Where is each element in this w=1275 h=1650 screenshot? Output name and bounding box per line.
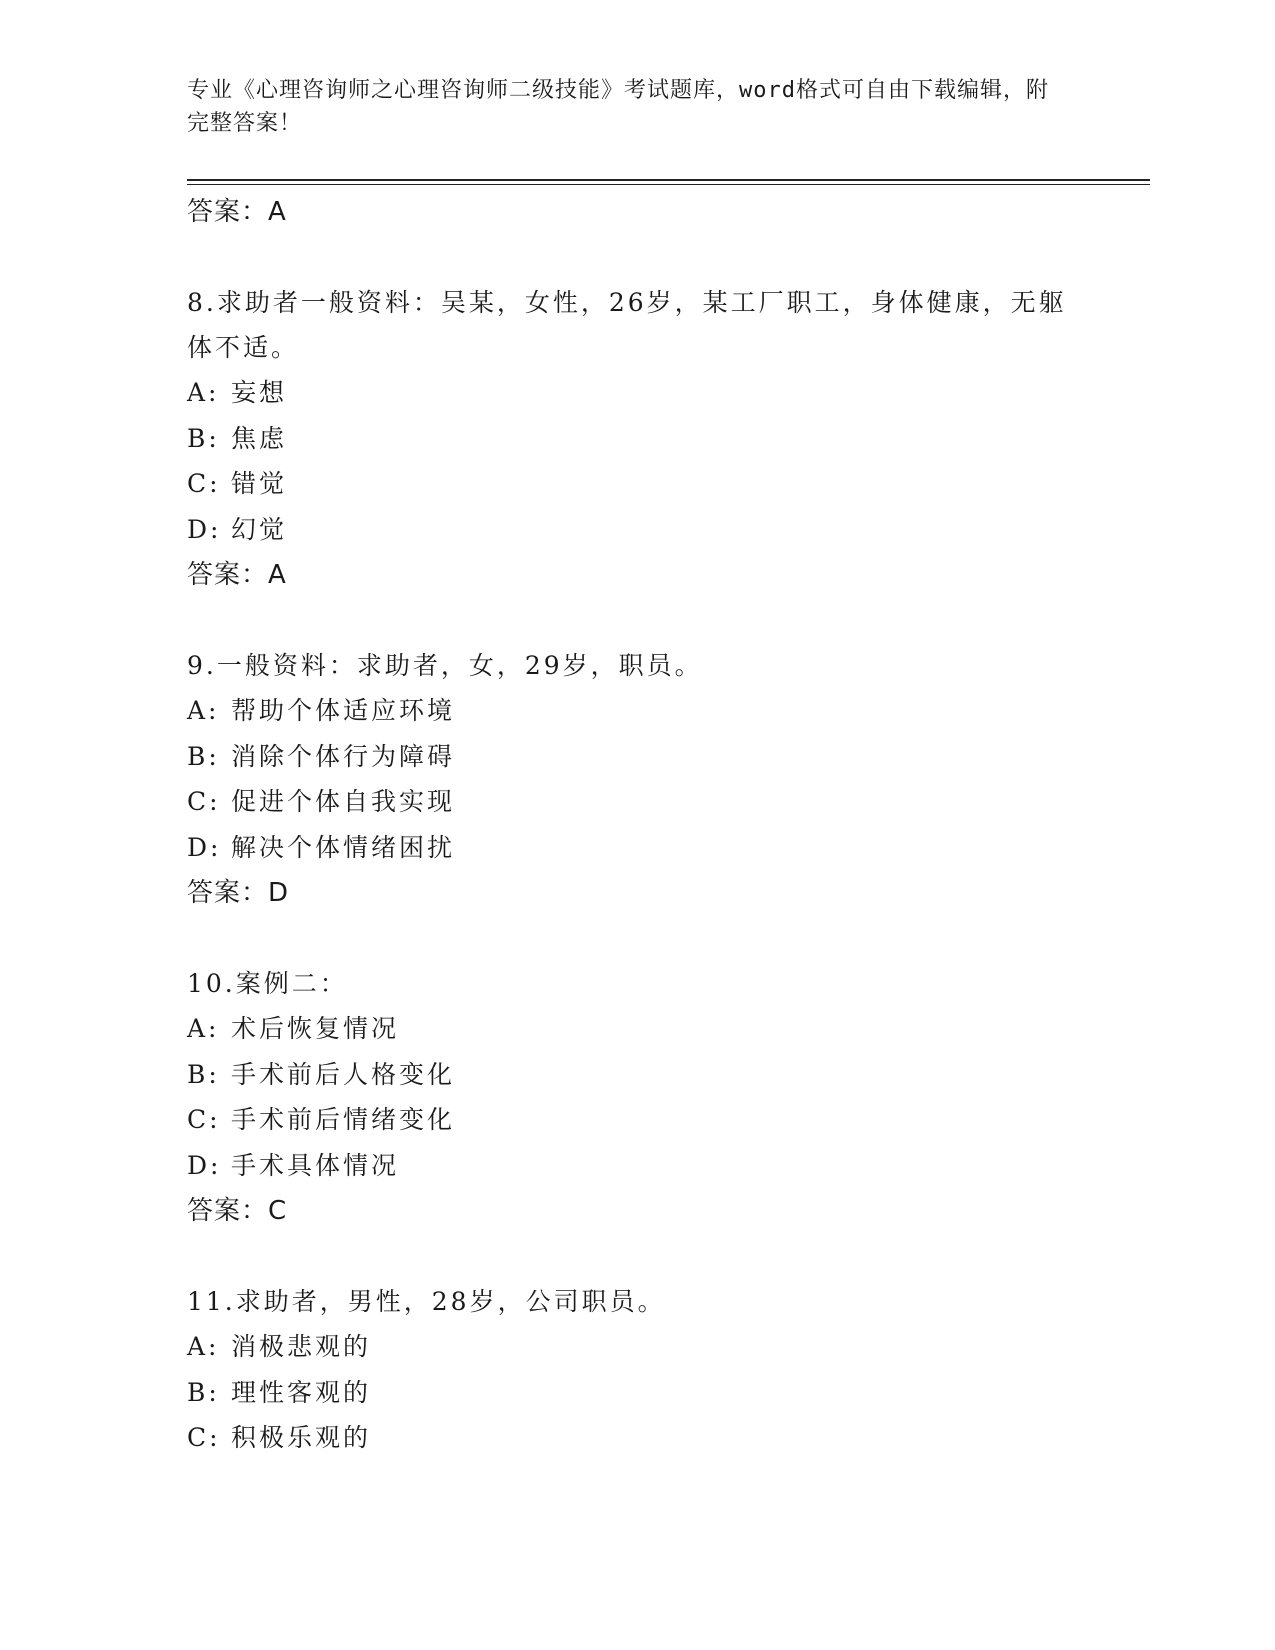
question-stem: 8.求助者一般资料：吴某，女性，26岁，某工厂职工，身体健康，无躯体不适。 [187,288,1067,362]
answer-label: 答案： [187,878,269,908]
question-item [187,643,1087,916]
answer-value: A [268,560,287,590]
option-b [187,1052,1087,1098]
option-text: 术后恢复情况 [231,1014,400,1043]
question-list [187,189,1087,1461]
option-letter: B: [187,741,220,771]
option-letter: C: [187,787,221,816]
option-letter: B: [187,1059,220,1089]
option-a [187,688,1087,734]
option-b [187,734,1087,780]
question-item [187,961,1087,1234]
option-d [187,507,1087,553]
question-item [187,280,1087,598]
option-d [187,1143,1087,1189]
option-letter: C: [187,1423,221,1452]
option-text: 幻觉 [231,514,288,544]
option-letter: D: [187,1150,222,1180]
answer-label: 答案： [187,197,269,227]
option-a [187,1324,1087,1370]
answer-label: 答案： [187,560,269,590]
option-a [187,370,1087,416]
answer-value: D [268,878,290,908]
header-divider-thin [187,184,1150,185]
answer-line [187,552,1087,598]
option-d [187,825,1087,871]
answer-line [187,189,1087,235]
option-letter: C: [187,1105,221,1134]
option-text: 焦虑 [231,423,288,453]
option-text: 手术前后情绪变化 [231,1105,456,1134]
option-c [187,779,1087,825]
answer-label: 答案： [187,1196,269,1226]
option-text: 理性客观的 [231,1377,372,1407]
answer-line [187,1188,1087,1234]
question-stem: 10.案例二： [187,969,348,998]
option-text: 帮助个体适应环境 [231,696,456,725]
question-stem: 11.求助者，男性，28岁，公司职员。 [187,1287,666,1316]
option-b [187,416,1087,462]
option-c [187,461,1087,507]
option-text: 手术具体情况 [231,1150,400,1180]
option-text: 妄想 [231,378,288,407]
option-text: 促进个体自我实现 [231,787,456,816]
option-c [187,1415,1087,1461]
option-letter: A: [187,378,220,407]
option-letter: A: [187,1332,220,1361]
option-letter: B: [187,423,220,453]
option-text: 解决个体情绪困扰 [231,832,456,862]
document-header: 专业《心理咨询师之心理咨询师二级技能》考试题库，word格式可自由下载编辑，附完整答案！ [187,78,1049,136]
option-letter: D: [187,832,222,862]
option-text: 消除个体行为障碍 [231,741,456,771]
option-letter: B: [187,1377,220,1407]
option-b [187,1370,1087,1416]
header-divider [187,179,1150,181]
option-c [187,1097,1087,1143]
option-a [187,1006,1087,1052]
option-text: 手术前后人格变化 [231,1059,456,1089]
question-item [187,1279,1087,1461]
answer-value: C [268,1196,288,1226]
question-stem: 9.一般资料：求助者，女，29岁，职员。 [187,651,703,680]
option-letter: A: [187,1014,220,1043]
option-text: 错觉 [231,469,288,498]
option-text: 积极乐观的 [231,1423,372,1452]
option-letter: C: [187,469,221,498]
option-letter: D: [187,514,222,544]
answer-line [187,870,1087,916]
option-letter: A: [187,696,220,725]
answer-value: A [268,197,287,227]
option-text: 消极悲观的 [231,1332,372,1361]
